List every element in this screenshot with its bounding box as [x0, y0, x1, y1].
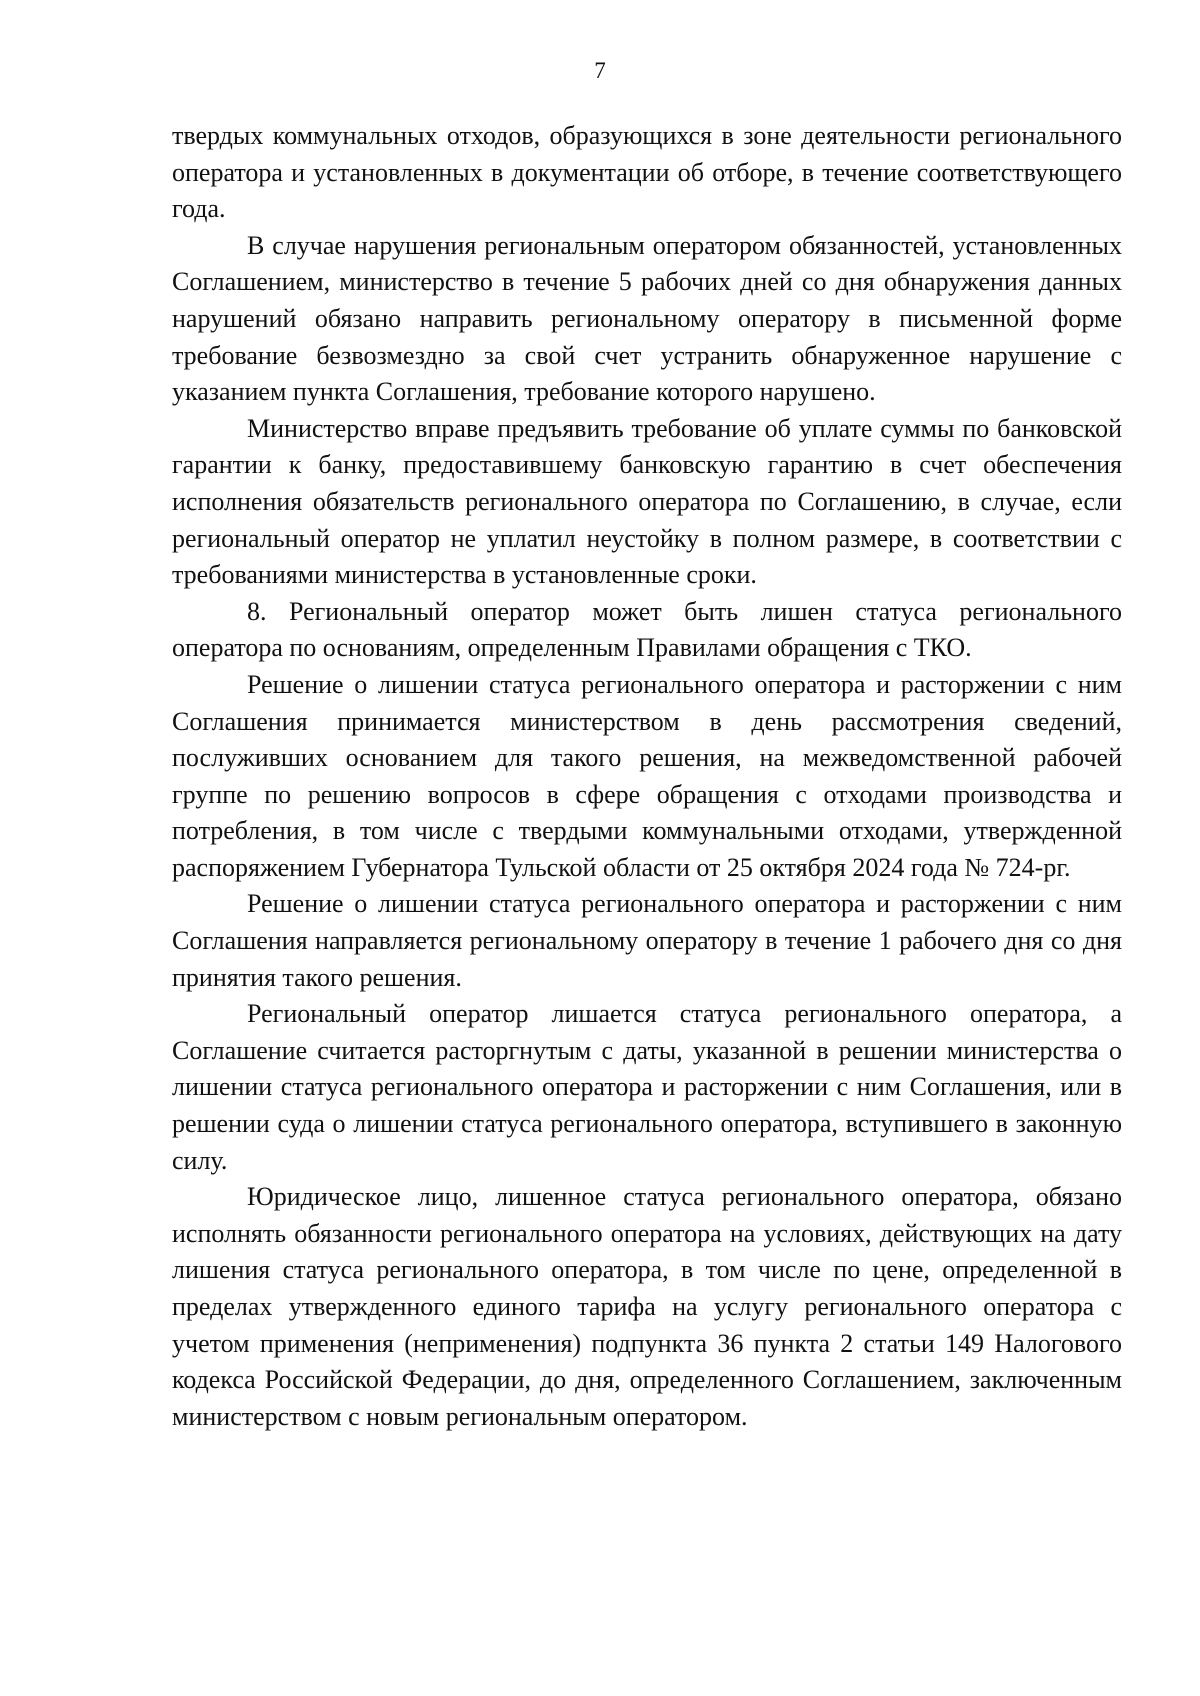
- paragraph-decision-notification: Решение о лишении статуса регионального оператора и расторжении с ним Соглашения направляется региональному оператору в течение 1 рабочего дня со дня принятия такого решения.: [172, 889, 1122, 992]
- paragraph-decision-adoption: Решение о лишении статуса регионального оператора и расторжении с ним Соглашения принимается министерством в день рассмотрения сведений, послуживших основанием для такого решения, на межведомственной рабочей группе по решению вопросов в сфере обращения с отходами производства и потребления, в том числе с твердыми коммунальными отходами, утвержденной распоряжением Губернатора Тульской области от 25 октября 2024 года № 724-рг.: [172, 669, 1122, 882]
- paragraph-violation-notice: В случае нарушения региональным оператором обязанностей, установленных Соглашением, министерство в течение 5 рабочих дней со дня обнаружения данных нарушений обязано направить региональному оператору в письменной форме требование безвозмездно за свой счет устранить обнаруженное нарушение с указанием пункта Соглашения, требование которого нарушено.: [172, 230, 1122, 407]
- paragraph-continuation: твердых коммунальных отходов, образующихся в зоне деятельности регионального оператора и установленных в документации об отборе, в течение соответствующего года.: [172, 121, 1122, 224]
- paragraph-bank-guarantee: Министерство вправе предъявить требование об уплате суммы по банковской гарантии к банку, предоставившему банковскую гарантию в счет обеспечения исполнения обязательств регионального оператора по Соглашению, в случае, если региональный оператор не уплатил неустойку в полном размере, в соответствии с требованиями министерства в установленные сроки.: [172, 413, 1122, 590]
- paragraph-continued-obligations: Юридическое лицо, лишенное статуса регионального оператора, обязано исполнять обязанности регионального оператора на условиях, действующих на дату лишения статуса регионального оператора, в том числе по цене, определенной в пределах утвержденного единого тарифа на услугу регионального оператора с учетом применения (неприменения) подпункта 36 пункта 2 статьи 149 Налогового кодекса Российской Федерации, до дня, определенного Соглашением, заключенным министерством с новым региональным оператором.: [172, 1182, 1122, 1431]
- document-body: [172, 118, 1122, 1435]
- page-number: 7: [594, 58, 606, 83]
- paragraph-status-termination: Региональный оператор лишается статуса регионального оператора, а Соглашение считается расторгнутым с даты, указанной в решении министерства о лишении статуса регионального оператора и расторжении с ним Соглашения, или в решении суда о лишении статуса регионального оператора, вступившего в законную силу.: [172, 999, 1122, 1175]
- paragraph-section-8: 8. Региональный оператор может быть лишен статуса регионального оператора по основаниям, определенным Правилами обращения с ТКО.: [172, 596, 1122, 663]
